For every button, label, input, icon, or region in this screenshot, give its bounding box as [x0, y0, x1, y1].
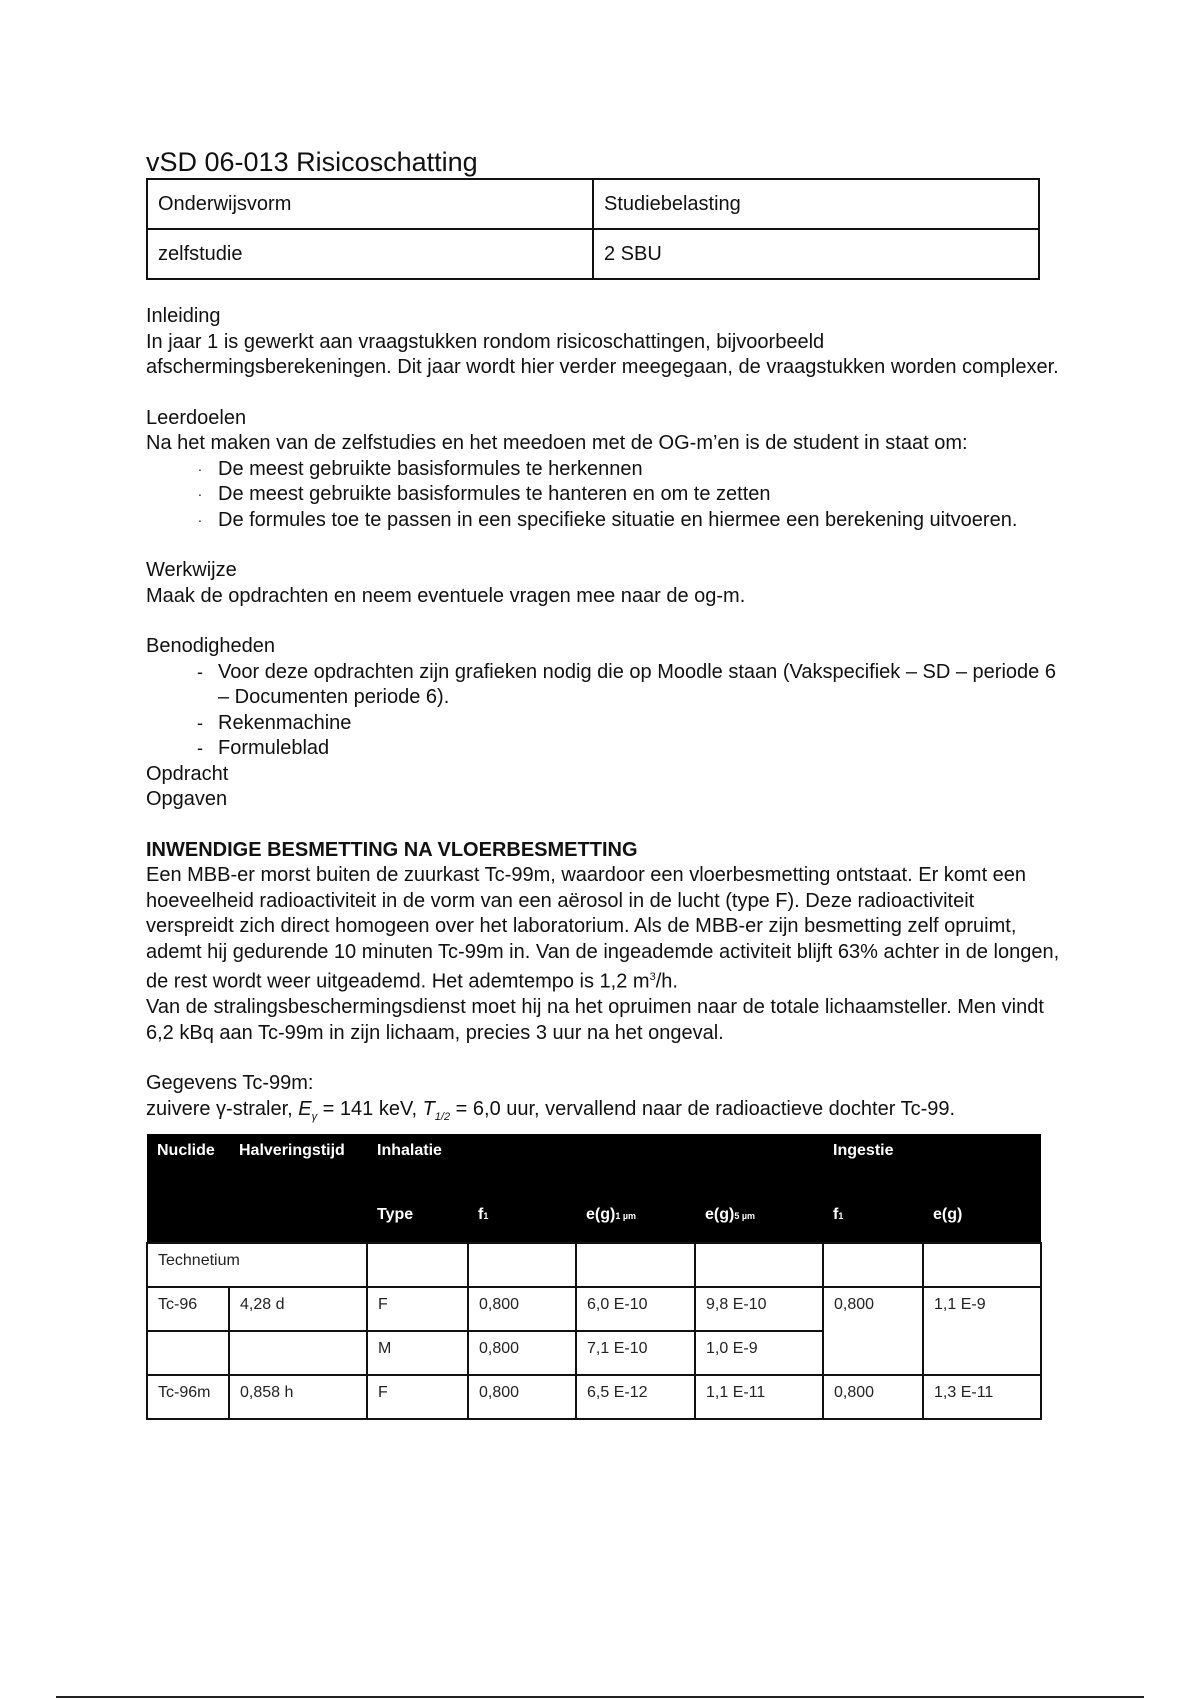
- column-header: [823, 1198, 923, 1243]
- table-cell: 1,3 E-11: [923, 1375, 1041, 1419]
- table-cell: 6,5 E-12: [576, 1375, 695, 1419]
- subscript: 1: [838, 1211, 844, 1222]
- document-page: [146, 146, 1066, 1420]
- table-cell: Tc-96m: [147, 1375, 229, 1419]
- table-cell: 0,800: [468, 1375, 576, 1419]
- table-cell: F: [367, 1287, 468, 1331]
- list-item: [182, 482, 1066, 508]
- table-cell: 1,0 E-9: [695, 1331, 823, 1375]
- list-item-text: De meest gebruikte basisformules te hanteren en om te zetten: [218, 483, 771, 505]
- table-header-row: [147, 1134, 1041, 1198]
- table-cell: Tc-96: [147, 1287, 229, 1331]
- dash-marker: -: [197, 712, 203, 733]
- bullet-marker: ·: [197, 511, 203, 528]
- column-header: [576, 1198, 695, 1243]
- text: zuivere γ-straler,: [146, 1097, 299, 1120]
- table-cell: [823, 1243, 923, 1287]
- bullet-marker: ·: [197, 486, 203, 502]
- table-cell: 2 SBU: [593, 229, 1039, 279]
- section-benodigheden: [146, 634, 1066, 813]
- column-header: Halveringstijd: [229, 1134, 367, 1198]
- section-heading: Gegevens Tc-99m:: [146, 1072, 314, 1095]
- dash-list: [146, 660, 1066, 762]
- symbol: T: [422, 1097, 435, 1120]
- bullet-marker: ·: [197, 460, 203, 477]
- paragraph: [146, 1097, 1066, 1131]
- column-header: Nuclide: [147, 1134, 229, 1198]
- list-item-text: Rekenmachine: [218, 711, 352, 734]
- table-cell: 0,800: [468, 1287, 576, 1331]
- table-row: [147, 1375, 1041, 1419]
- table-row: [147, 229, 1039, 279]
- subscript: γ: [311, 1110, 318, 1123]
- table-cell: 6,0 E-10: [576, 1287, 695, 1331]
- header-text: e(g): [586, 1206, 616, 1224]
- table-cell: F: [367, 1375, 468, 1419]
- section-heading: Benodigheden: [146, 635, 276, 657]
- table-cell: [576, 1243, 695, 1287]
- dash-marker: -: [197, 661, 203, 682]
- table-cell: 9,8 E-10: [695, 1287, 823, 1331]
- table-cell: 4,28 d: [229, 1287, 367, 1331]
- list-item: [182, 660, 1066, 711]
- bullet-list: [146, 457, 1066, 534]
- column-header: [468, 1198, 576, 1243]
- column-header: e(g): [923, 1198, 1041, 1243]
- table-header-row: [147, 1198, 1041, 1243]
- section-werkwijze: [146, 558, 1066, 609]
- header-text: e(g): [705, 1206, 735, 1224]
- table-cell: 0,800: [468, 1331, 576, 1375]
- table-cell: Studiebelasting: [593, 179, 1039, 229]
- table-row: [147, 179, 1039, 229]
- symbol: E: [298, 1097, 312, 1120]
- section-leerdoelen: [146, 406, 1066, 534]
- paragraph: In jaar 1 is gewerkt aan vraagstukken rondom risicoschattingen, bijvoorbeeld afschermingsberekeningen. Dit jaar wordt hier verder meegegaan, de vraagstukken worden complexer.: [146, 330, 1059, 378]
- section-inleiding: [146, 304, 1066, 381]
- paragraph: Maak de opdrachten en neem eventuele vragen mee naar de og-m.: [146, 584, 746, 607]
- column-header: Type: [367, 1198, 468, 1243]
- superscript: 3: [649, 971, 656, 983]
- header-text: f: [478, 1206, 484, 1224]
- table-cell: M: [367, 1331, 468, 1375]
- subscript: 1/2: [434, 1110, 451, 1123]
- table-cell: [367, 1243, 468, 1287]
- list-item-text: Voor deze opdrachten zijn grafieken nodig die op Moodle staan (Vakspecifiek – SD – periode 6 – Documenten periode 6).: [218, 660, 1056, 708]
- section-heading: INWENDIGE BESMETTING NA VLOERBESMETTING: [146, 838, 638, 861]
- section-heading-opgaven: Opgaven: [146, 788, 228, 810]
- table-cell: 1,1 E-11: [695, 1375, 823, 1419]
- paragraph: Na het maken van de zelfstudies en het meedoen met de OG-m’en is de student in staat om:: [146, 432, 968, 454]
- section-heading: Leerdoelen: [146, 406, 247, 429]
- table-row: [147, 1287, 1041, 1331]
- nuclide-table: [146, 1134, 1042, 1420]
- list-item: [182, 457, 1066, 483]
- paragraph-text: Een MBB-er morst buiten de zuurkast Tc-99m, waardoor een vloerbesmetting ontstaat. Er komt een hoeveelheid radioactiviteit in de vorm van een aërosol in de lucht (type F). Deze radioactiviteit verspreidt zich direct homogeen over het laboratorium. Als de MBB-er zijn besmetting zelf opruimt, ademt hij gedurende 10 minuten Tc-99m in. Van de ingeademde activiteit blijft 63% achter in de longen, de rest wordt weer uitgeademd. Het ademtempo is 1,2 m: [146, 864, 1060, 993]
- table-cell: 1,1 E-9: [923, 1287, 1041, 1375]
- table-cell: 0,800: [823, 1287, 923, 1375]
- table-row: [147, 1243, 1041, 1287]
- table-cell: 0,800: [823, 1375, 923, 1419]
- list-item: [182, 711, 1066, 737]
- paragraph-text: /h.: [655, 970, 678, 993]
- subscript: 1: [483, 1211, 489, 1222]
- column-header: [695, 1198, 823, 1243]
- table-cell: Onderwijsvorm: [147, 179, 593, 229]
- table-cell: [229, 1331, 367, 1375]
- table-cell: [923, 1243, 1041, 1287]
- header-text: f: [833, 1206, 839, 1224]
- page-title: vSD 06-013 Risicoschatting: [146, 147, 478, 177]
- section-heading-opdracht: Opdracht: [146, 762, 229, 785]
- section-heading: Inleiding: [146, 305, 221, 327]
- list-item-text: De formules toe te passen in een specifieke situatie en hiermee een berekening uitvoeren.: [218, 508, 1018, 531]
- list-item-text: De meest gebruikte basisformules te herkennen: [218, 457, 643, 480]
- section-gegevens: [146, 1071, 1066, 1130]
- list-item: [182, 508, 1066, 534]
- table-cell: 0,858 h: [229, 1375, 367, 1419]
- table-cell: 7,1 E-10: [576, 1331, 695, 1375]
- subscript: 5 µm: [734, 1211, 756, 1222]
- column-header: Ingestie: [823, 1134, 1041, 1198]
- footer-rule: [56, 1696, 1144, 1698]
- table-cell: [147, 1331, 229, 1375]
- text: = 6,0 uur, vervallend naar de radioactieve dochter Tc-99.: [450, 1097, 956, 1120]
- paragraph: Van de stralingsbeschermingsdienst moet hij na het opruimen naar de totale lichaamsteller. Men vindt 6,2 kBq aan Tc-99m in zijn lichaam, precies 3 uur na het ongeval.: [146, 996, 1044, 1044]
- text: = 141 keV,: [317, 1097, 423, 1120]
- table-cell: [695, 1243, 823, 1287]
- course-meta-table: [146, 178, 1040, 280]
- section-besmetting: [146, 838, 1066, 1047]
- paragraph: [146, 863, 1066, 995]
- table-cell: [468, 1243, 576, 1287]
- dash-marker: -: [197, 738, 203, 758]
- table-cell: zelfstudie: [147, 229, 593, 279]
- list-item: [182, 736, 1066, 762]
- subscript: 1 µm: [615, 1211, 637, 1222]
- group-cell: Technetium: [147, 1243, 367, 1287]
- list-item-text: Formuleblad: [218, 737, 330, 759]
- section-heading: Werkwijze: [146, 559, 237, 581]
- column-header: Inhalatie: [367, 1134, 823, 1198]
